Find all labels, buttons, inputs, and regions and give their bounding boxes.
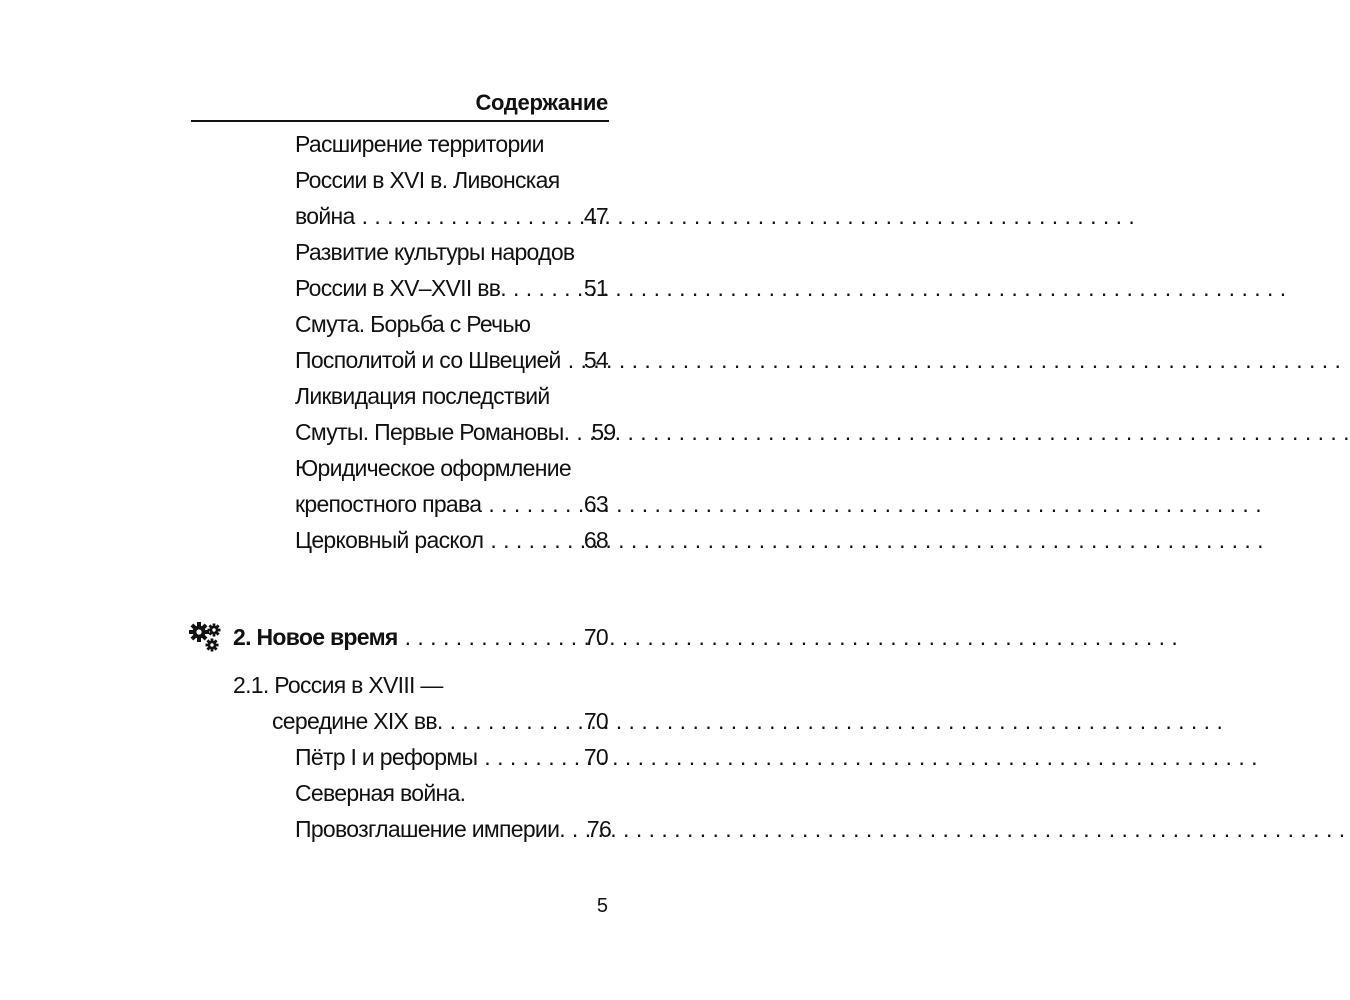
toc-line [295, 235, 608, 269]
toc-line [295, 379, 608, 413]
toc-page-number: 70 [583, 744, 608, 770]
toc-entry-text: Развитие культуры народов [295, 239, 575, 265]
dot-leader [443, 704, 584, 738]
toc-line [295, 487, 608, 521]
dot-leader [569, 415, 591, 449]
toc-line [295, 271, 608, 305]
dot-leader [477, 740, 584, 774]
toc-entry-text: Посполитой и со Швецией [295, 347, 561, 373]
toc-entry-text: Провозглашение империи. [295, 816, 565, 842]
toc-page-number: 63 [583, 491, 608, 517]
toc-page-number: 59 [591, 419, 616, 445]
dot-leader [355, 199, 584, 233]
toc-section-text: середине XIX вв. [272, 708, 443, 734]
toc-section-text: 2.1. Россия в XVIII — [233, 672, 443, 698]
page-number: 5 [596, 895, 608, 917]
dot-leader [561, 343, 584, 377]
toc-page-number: 47 [583, 203, 608, 229]
toc-line [295, 127, 608, 161]
dot-leader [506, 271, 584, 305]
dot-leader [398, 620, 584, 654]
dot-leader [481, 487, 583, 521]
toc-page-number: 68 [583, 527, 608, 553]
toc-entry-text: России в XV–XVII вв. [295, 275, 506, 301]
toc-entry-text: Северная война. [295, 780, 466, 806]
toc-entry-text: Юридическое оформление [295, 455, 571, 481]
dot-leader [565, 812, 587, 846]
toc-entry-text: крепостного права [295, 491, 482, 517]
toc-chapter-text: 2. Новое время [233, 624, 398, 650]
toc-entry-text: Смуты. Первые Романовы. [295, 419, 570, 445]
toc-line [295, 451, 608, 485]
toc-entry-text: война [295, 203, 355, 229]
toc-section-line [272, 704, 608, 738]
toc-line [295, 199, 608, 233]
toc-line [295, 740, 608, 774]
toc-page-number: 76 [586, 816, 612, 842]
toc-entry-text: России в XVI в. Ливонская [295, 167, 560, 193]
toc-page-number: 70 [583, 624, 608, 650]
toc-line [295, 812, 612, 846]
toc-entry-text: Церковный раскол [295, 527, 484, 553]
toc-line [295, 307, 608, 341]
toc-page-number: 70 [583, 708, 608, 734]
running-header-title: Содержание [475, 90, 608, 115]
toc-line [295, 776, 608, 810]
toc-section-line [233, 668, 608, 702]
toc-page-number: 54 [583, 347, 608, 373]
dot-leader [483, 523, 584, 557]
toc-chapter-line [233, 620, 608, 654]
toc-line [295, 343, 608, 377]
toc-line [295, 415, 616, 449]
toc-line [295, 163, 608, 197]
toc-line [295, 523, 608, 557]
toc-entry-text: Смута. Борьба с Речью [295, 311, 531, 337]
toc-entry-text: Расширение территории [295, 131, 544, 157]
gears-icon [188, 621, 224, 653]
toc-entry-text: Пётр I и реформы [295, 744, 478, 770]
toc-page-number: 51 [583, 275, 608, 301]
toc-entry-text: Ликвидация последствий [295, 383, 550, 409]
